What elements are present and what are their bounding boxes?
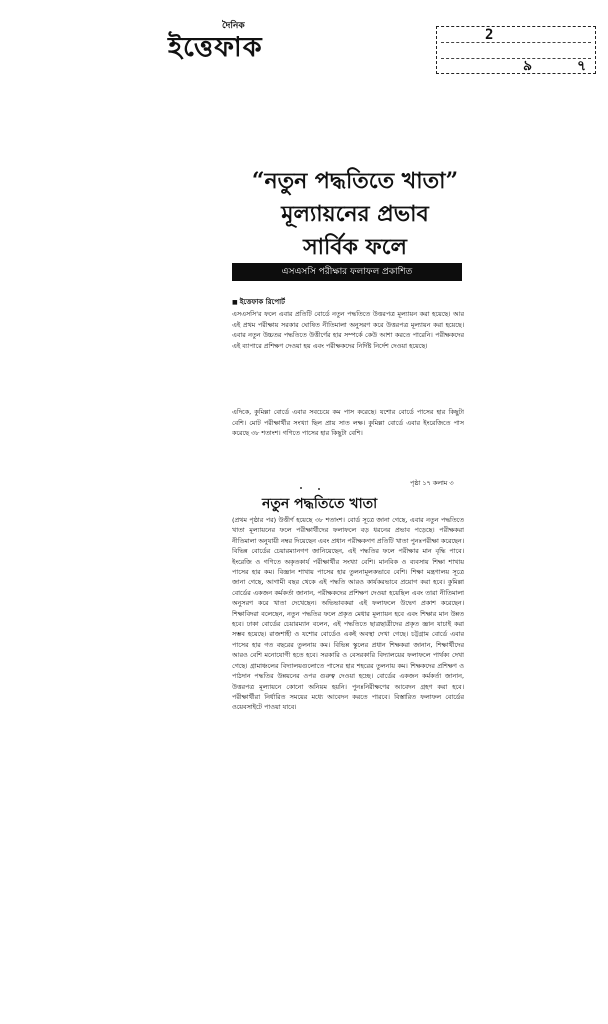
stamp-number-top: 2 [485,27,494,43]
reporter-credit: ■ ইত্তেফাক রিপোর্ট [232,296,285,308]
continuation-headline: নতুন পদ্ধতিতে খাতা [262,496,378,512]
archive-stamp [436,26,596,74]
stamp-number-bottom-left: ৯ [523,58,533,74]
continuation-body: (প্রথম পৃষ্ঠার পর) উত্তীর্ণ হয়েছে ৩৮ শতাংশ। বোর্ড সূত্রে জানা গেছে, এবার নতুন পদ্ধতিতে খাতা মূল্যায়নের ফলে পরীক্ষার্থীদের ফলাফলে বড় ধরনের প্রভাব পড়েছে। পরীক্ষকরা নীতিমালা অনুযায়ী নম্বর দিয়েছেন এবং প্রধান পরীক্ষকগণ প্রতিটি খাতা পুনঃপরীক্ষা করেছেন। বিভিন্ন বোর্ডের চেয়ারম্যানগণ জানিয়েছেন, এই পদ্ধতির ফলে পরীক্ষার মান বৃদ্ধি পাবে। ইংরেজি ও গণিতে অকৃতকার্য পরীক্ষার্থীর সংখ্যা বেশি। মানবিক ও ব্যবসায় শিক্ষা শাখায় পাসের হার কম। বিজ্ঞান শাখায় পাসের হার তুলনামূলকভাবে বেশি। শিক্ষা মন্ত্রণালয় সূত্রে জানা গেছে, আগামী বছর থেকে এই পদ্ধতি আরও কার্যকরভাবে প্রয়োগ করা হবে। কুমিল্লা বোর্ডের একজন কর্মকর্তা জানান, পরীক্ষকদের প্রশিক্ষণ দেওয়া হয়েছিল এবং তারা নীতিমালা অনুসরণ করে খাতা দেখেছেন। অভিভাবকরা এই ফলাফলে উদ্বেগ প্রকাশ করেছেন। শিক্ষাবিদরা বলেছেন, নতুন পদ্ধতির ফলে প্রকৃত মেধার মূল্যায়ন হবে এবং শিক্ষার মান উন্নত হবে। ঢাকা বোর্ডের চেয়ারম্যান বলেন, এই পদ্ধতিতে ছাত্রছাত্রীদের প্রকৃত জ্ঞান যাচাই করা সম্ভব হয়েছে। রাজশাহী ও যশোর বোর্ডেও একই অবস্থা দেখা গেছে। চট্টগ্রাম বোর্ডে এবার পাসের হার গত বছরের তুলনায় কম। বিভিন্ন স্কুলের প্রধান শিক্ষকরা জানান, শিক্ষার্থীদের আরও বেশি মনোযোগী হতে হবে। সরকারি ও বেসরকারি বিদ্যালয়ের ফলাফলে পার্থক্য দেখা গেছে। গ্রামাঞ্চলের বিদ্যালয়গুলোতে পাসের হার শহরের তুলনায় কম। শিক্ষকদের প্রশিক্ষণ ও পাঠদান পদ্ধতির উন্নয়নের ওপর গুরুত্ব দেওয়া হচ্ছে। বোর্ডের একজন কর্মকর্তা জানান, উত্তরপত্র মূল্যায়নে কোনো অনিয়ম হয়নি। পুনঃনিরীক্ষণের আবেদন গ্রহণ করা হবে। পরীক্ষার্থীরা নির্ধারিত সময়ের মধ্যে আবেদন করতে পারবে। বিস্তারিত ফলাফল বোর্ডের ওয়েবসাইটে পাওয়া যাবে। [232,516,464,712]
print-speck [318,488,320,490]
continued-note: পৃষ্ঠা ১৭ কলাম ৩ [410,479,454,487]
stamp-divider [441,58,591,59]
article-paragraph-1: এসএসসি'র ফলে এবার প্রতিটি বোর্ডে নতুন পদ্ধতিতে উত্তরপত্র মূল্যায়ন করা হয়েছে। আর এই প্রথম পরীক্ষায় সরকার ঘোষিত নীতিমালা অনুসরণ করে উত্তরপত্র মূল্যায়ন করা হয়েছে। এবার নতুন উচ্চতর পদ্ধতিতে উত্তীর্ণের হার সম্পর্কে কেউ আশা করতে পারেনি। পরীক্ষকদের এই ব্যাপারে প্রশিক্ষণ দেওয়া হয় এবং পরীক্ষকদের নির্দিষ্ট নির্দেশ দেওয়া হয়েছে। [232,310,464,350]
article-headline [225,165,485,264]
headline-line-2: মূল্যায়নের প্রভাব [281,201,429,227]
newspaper-masthead: ইত্তেফাক [168,32,263,63]
print-speck [300,487,302,489]
headline-line-1: “নতুন পদ্ধতিতে খাতা” [251,168,459,194]
headline-line-3: সার্বিক ফলে [303,234,407,260]
masthead-tagline: দৈনিক [222,21,245,31]
stamp-divider [441,42,591,43]
article-paragraph-2: এদিকে, কুমিল্লা বোর্ডে এবার সবচেয়ে কম পাস করেছে। যশোর বোর্ডে পাসের হার কিছুটা বেশি। মোট পরীক্ষার্থীর সংখ্যা ছিল প্রায় সাত লক্ষ। কুমিল্লা বোর্ডে এবার ইংরেজিতে পাস করেছে ৩৮ শতাংশ। গণিতে পাসের হার কিছুটা বেশি। [232,408,464,438]
highlight-bar: এসএসসি পরীক্ষার ফলাফল প্রকাশিত [232,263,462,281]
stamp-number-bottom-right: ৭ [577,58,587,74]
